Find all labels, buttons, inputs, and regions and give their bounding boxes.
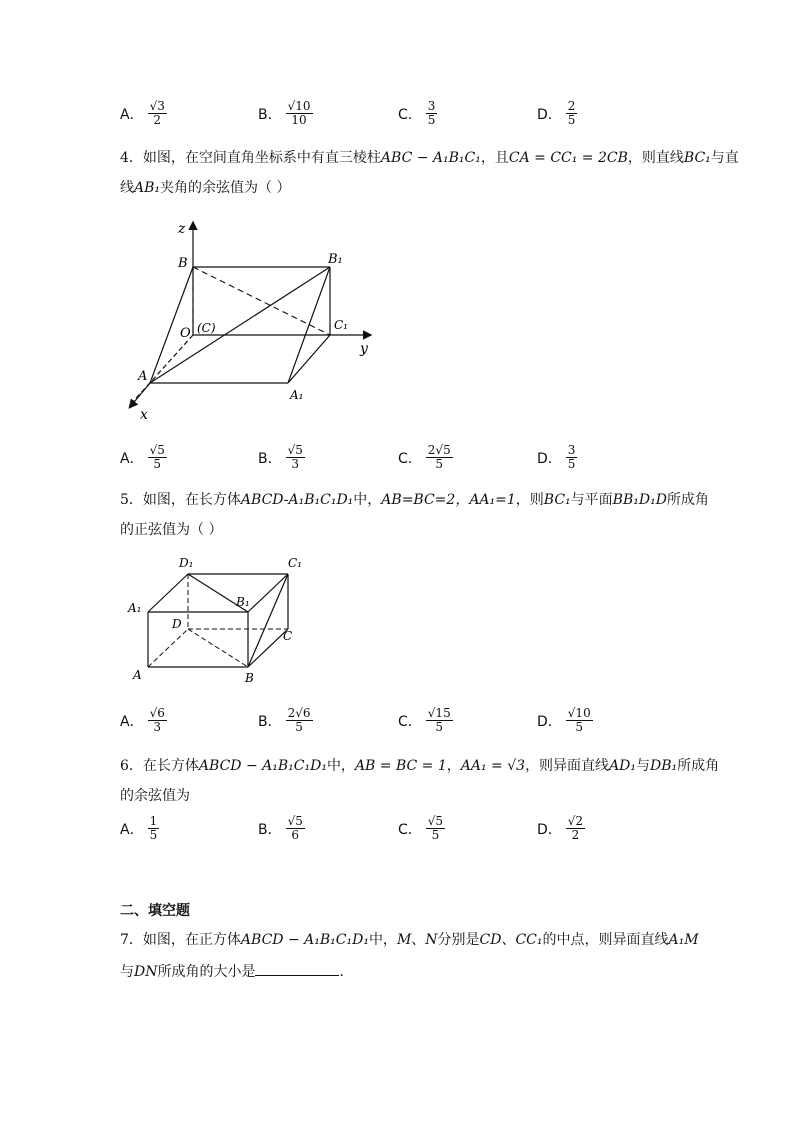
label-C: C: [283, 629, 293, 643]
q6-option-c[interactable]: C． $\frac{√5}{5}$: [398, 814, 444, 842]
fraction: $\frac{3}{5}$: [427, 99, 436, 127]
q5-option-b[interactable]: B． $\frac{2√6}{5}$: [258, 706, 311, 734]
q5-options: [0, 707, 794, 747]
fraction: $\frac{√5}{6}$: [287, 814, 303, 842]
answer-blank[interactable]: [255, 961, 339, 976]
fraction: $\frac{√10}{10}$: [287, 99, 311, 127]
q6-options: [0, 815, 794, 855]
fraction: $\frac{2√6}{5}$: [287, 706, 311, 734]
label-D: D: [172, 617, 182, 631]
fraction: $\frac{√5}{5}$: [149, 443, 165, 471]
q6-option-b[interactable]: B． $\frac{√5}{6}$: [258, 814, 303, 842]
q6-text-line1: 6．在长方体ABCD − A₁B₁C₁D₁中，AB = BC = 1，AA₁ = √3，则异面直线AD₁与DB₁所成角: [120, 758, 720, 774]
fraction: $\frac{2}{5}$: [567, 99, 576, 127]
label-A1: A₁: [290, 388, 304, 402]
label-C1: C₁: [288, 556, 302, 570]
q4-options: [0, 444, 794, 484]
fraction: $\frac{√3}{2}$: [149, 99, 165, 127]
label-D1: D₁: [179, 556, 194, 570]
fraction: $\frac{√5}{3}$: [287, 443, 303, 471]
x-axis-tail: [130, 383, 150, 407]
label-y: y: [360, 341, 368, 357]
label-B: B: [245, 671, 254, 685]
label-A: A: [138, 369, 148, 384]
label-O: O: [180, 326, 191, 341]
q3-options: [0, 100, 794, 140]
q7-text-line2: 与DN所成角的大小是 ．: [120, 960, 690, 984]
fraction: $\frac{1}{5}$: [149, 814, 158, 842]
label-x: x: [140, 407, 148, 423]
label-C-paren: (C): [197, 321, 216, 335]
label-B: B: [178, 256, 188, 271]
q6-option-a[interactable]: A． $\frac{1}{5}$: [120, 814, 158, 842]
q5-text-line1: 5．如图，在长方体ABCD-A₁B₁C₁D₁中，AB=BC=2，AA₁=1，则BC₁与平面BB₁D₁D所成角: [120, 492, 709, 508]
q6-option-d[interactable]: D． $\frac{√2}{2}$: [537, 814, 584, 842]
fraction: $\frac{√10}{5}$: [567, 706, 591, 734]
fraction: $\frac{2√5}{5}$: [427, 443, 451, 471]
q4-text-line1: 4．如图，在空间直角坐标系中有直三棱柱ABC − A₁B₁C₁，且CA = CC₁ = 2CB，则直线BC₁与直: [120, 150, 739, 166]
q3-option-a[interactable]: A． $\frac{√3}{2}$: [120, 99, 165, 127]
q5-option-a[interactable]: A． $\frac{√6}{3}$: [120, 706, 165, 734]
q4-option-d[interactable]: D． $\frac{3}{5}$: [537, 443, 576, 471]
q5-cuboid-figure: [125, 552, 315, 687]
q4-prism-figure: [120, 215, 390, 425]
label-A1: A₁: [128, 601, 142, 615]
label-z: z: [178, 221, 186, 237]
q3-option-b[interactable]: B． $\frac{√10}{10}$: [258, 99, 311, 127]
q4-option-c[interactable]: C． $\frac{2√5}{5}$: [398, 443, 451, 471]
section-heading: 二、填空题: [120, 903, 190, 919]
fraction: $\frac{√15}{5}$: [427, 706, 451, 734]
q3-option-c[interactable]: C． $\frac{3}{5}$: [398, 99, 436, 127]
label-B1: B₁: [236, 595, 250, 609]
label-A: A: [133, 668, 142, 682]
q6-text-line2: 的余弦值为: [120, 788, 190, 804]
label-B1: B₁: [328, 252, 343, 267]
q4-option-b[interactable]: B． $\frac{√5}{3}$: [258, 443, 303, 471]
q4-option-a[interactable]: A． $\frac{√5}{5}$: [120, 443, 165, 471]
fraction: $\frac{√5}{5}$: [427, 814, 444, 842]
fraction: $\frac{3}{5}$: [567, 443, 576, 471]
q5-text-line2: 的正弦值为（ ）: [120, 522, 223, 538]
fraction: $\frac{√2}{2}$: [567, 814, 584, 842]
q3-option-d[interactable]: D． $\frac{2}{5}$: [537, 99, 576, 127]
q5-option-d[interactable]: D． $\frac{√10}{5}$: [537, 706, 591, 734]
label-C1: C₁: [334, 318, 348, 332]
q4-text-line2: 线AB₁夹角的余弦值为（ ）: [120, 180, 291, 196]
fraction: $\frac{√6}{3}$: [149, 706, 165, 734]
q5-option-c[interactable]: C． $\frac{√15}{5}$: [398, 706, 451, 734]
q7-text-line1: 7．如图，在正方体ABCD − A₁B₁C₁D₁中，M、N分别是CD、CC₁的中点，则异面直线A₁M: [120, 932, 699, 948]
